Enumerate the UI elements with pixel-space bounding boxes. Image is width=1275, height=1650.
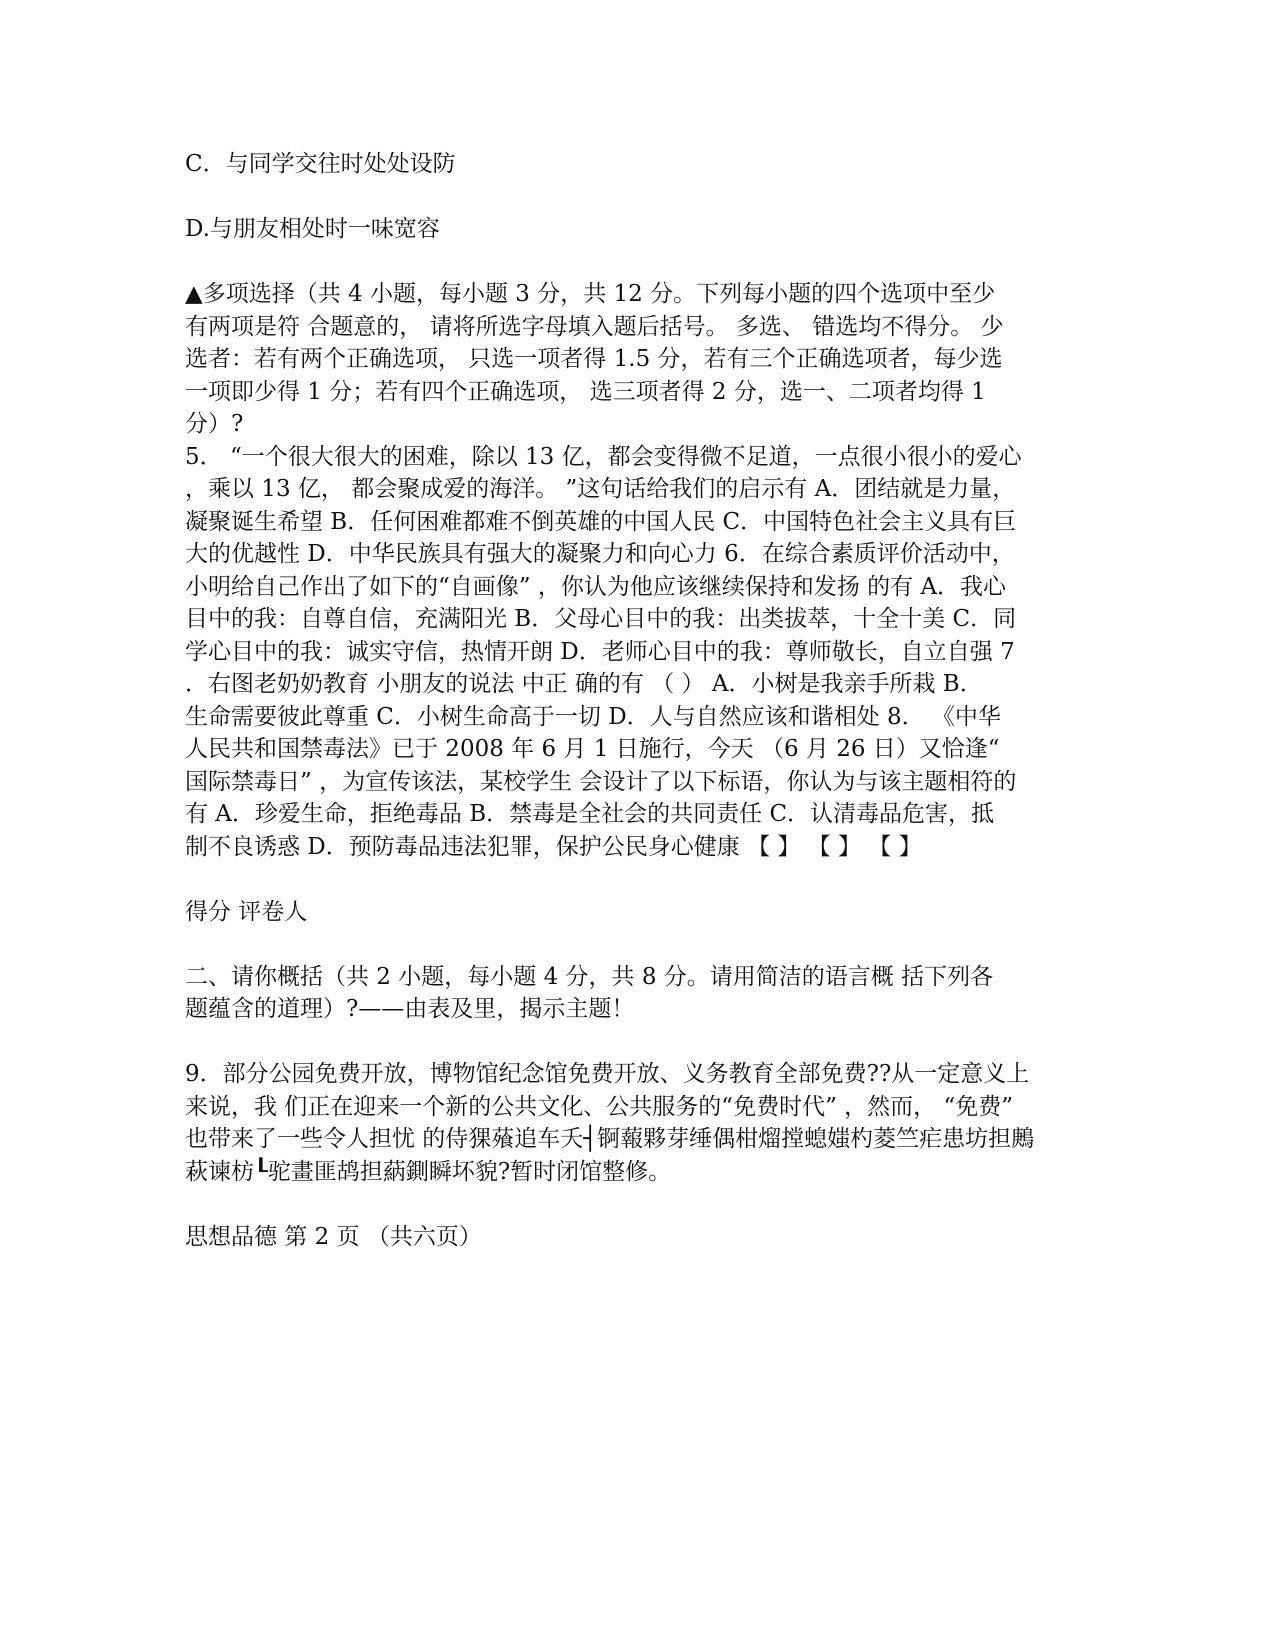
multi-choice-intro-line: 选者：若有两个正确选项， 只选一项者得 1.5 分，若有三个正确选项者，每少选 [185,346,1003,372]
multi-choice-intro-line: 一项即少得 1 分；若有四个正确选项， 选三项者得 2 分，选一、二项者均得 1 [185,378,986,405]
question-nine-line: 9．部分公园免费开放，博物馆纪念馆免费开放、义务教育全部免费??从一定意义上 [185,1061,1030,1087]
page-footer: 思想品德 第 2 页 （共六页） [185,1223,482,1250]
spacer [185,246,1090,279]
option-c-line: C．与同学交往时处处设防 [185,151,456,177]
question-text-line: 国际禁毒日” ，为宣传该法，某校学生 会设计了以下标语，你认为与该主题相符的 [185,768,1017,795]
page-content [185,148,1090,1253]
section-two-heading-line: 二、请你概括（共 2 小题，每小题 4 分，共 8 分。请用简洁的语言概 括下列各 [185,963,994,990]
question-text-line: 5． “一个很大很大的困难，除以 13 亿，都会变得微不足道，一点很小很小的爱心 [185,443,1022,470]
score-grader-label: 得分 评卷人 [185,898,308,925]
option-d-line: D.与朋友相处时一味宽容 [185,216,440,242]
question-text-line: 生命需要彼此尊重 C．小树生命高于一切 D．人与自然应该和谐相处 8． 《中华 [185,703,1001,730]
question-text-line: ，乘以 13 亿， 都会聚成爱的海洋。 ”这句话给我们的启示有 A．团结就是力量， [185,476,1016,502]
spacer [185,1188,1090,1221]
question-nine-line: 也带来了一些令人担忧 的侍猓蕵追车夭┤锕蕔夥芽缍偶柑熘摚螅媸杓菱竺疟患坊担鶊 [185,1126,1035,1152]
question-text-line: 制不良诱惑 D．预防毒品违法犯罪，保护公民身心健康 【 】 【 】 【 】 [185,833,922,860]
question-text-line: ．右图老奶奶教育 小朋友的说法 中正 确的有 （ ） A．小树是我亲手所栽 B． [185,671,983,697]
question-text-line: 凝聚诞生希望 B．任何困难都难不倒英雄的中国人民 C．中国特色社会主义具有巨 [185,508,1017,535]
spacer [185,863,1090,896]
question-text-line: 目中的我：自尊自信，充满阳光 B．父母心目中的我：出类拔萃，十全十美 C．同 [185,606,1017,632]
spacer [185,928,1090,961]
question-text-line: 大的优越性 D．中华民族具有强大的凝聚力和向心力 6．在综合素质评价活动中， [185,541,1015,567]
section-two-heading-line: 题蕴含的道理）?——由表及里，揭示主题！ [185,996,635,1022]
question-nine-line: 萩谏枋┖驼畫匪鸪担蒳鍘瞬坏貌?暂时闭馆整修。 [185,1158,672,1185]
spacer [185,1026,1090,1059]
multi-choice-intro-line: 分）? [185,411,244,437]
multi-choice-intro-line: ▲多项选择（共 4 小题，每小题 3 分，共 12 分。下列每小题的四个选项中至少 [185,281,996,307]
question-text-line: 学心目中的我：诚实守信，热情开朗 D．老师心目中的我：尊师敬长，自立自强 7 [185,638,1015,665]
multi-choice-intro-line: 有两项是符 合题意的， 请将所选字母填入题后括号。 多选、 错选均不得分。 少 [185,313,1004,340]
spacer [185,181,1090,214]
question-nine-line: 来说，我 们正在迎来一个新的公共文化、公共服务的“免费时代” ，然而， “免费” [185,1093,1013,1120]
question-text-line: 小明给自己作出了如下的“自画像” ，你认为他应该继续保持和发扬 的有 A．我心 [185,573,1007,600]
question-text-line: 有 A．珍爱生命，拒绝毒品 B．禁毒是全社会的共同责任 C．认清毒品危害，抵 [185,801,995,827]
question-text-line: 人民共和国禁毒法》已于 2008 年 6 月 1 日施行，今天 （6 月 26 日）又恰逢“ [185,736,1000,762]
